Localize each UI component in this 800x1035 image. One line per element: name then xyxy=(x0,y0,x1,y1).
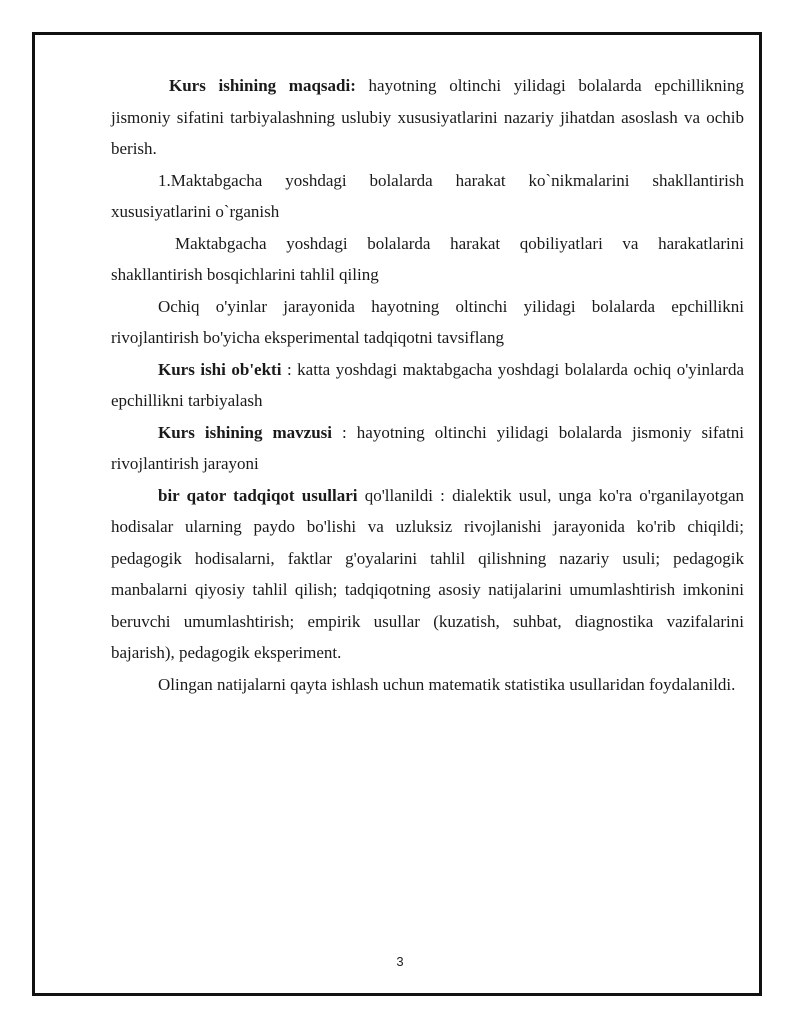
document-body xyxy=(111,70,744,700)
paragraph-results xyxy=(111,669,744,701)
paragraph-methods xyxy=(111,480,744,669)
task-1-text: 1.Maktabgacha yoshdagi bolalarda harakat ko`nikmalarini shakllantirish xususiyatlarini o`rganish xyxy=(111,170,744,221)
object-heading: Kurs ishi ob'ekti xyxy=(158,359,282,379)
subject-text: : hayotning oltinchi yilidagi bolalarda jismoniy sifatni rivojlantirish jarayoni xyxy=(111,422,744,473)
paragraph-object xyxy=(111,354,744,417)
goal-text: hayotning oltinchi yilidagi bolalarda epchillikning jismoniy sifatini tarbiyalashning uslubiy xususiyatlarini nazariy jihatdan asoslash va ochib berish. xyxy=(111,76,745,158)
paragraph-goal xyxy=(111,70,744,165)
task-3-text: Ochiq o'yinlar jarayonida hayotning oltinchi yilidagi bolalarda epchillikni rivojlantirish bo'yicha eksperimental tadqiqotni tavsiflang xyxy=(111,296,744,347)
subject-heading: Kurs ishining mavzusi xyxy=(158,422,333,442)
paragraph-task-2 xyxy=(111,228,744,291)
goal-heading: Kurs ishining maqsadi: xyxy=(169,76,356,95)
paragraph-subject xyxy=(111,417,744,480)
task-2-text: Maktabgacha yoshdagi bolalarda harakat qobiliyatlari va harakatlarini shakllantirish bosqichlarini tahlil qiling xyxy=(111,233,744,284)
paragraph-task-3 xyxy=(111,291,744,354)
page-number: 3 xyxy=(396,954,404,969)
paragraph-task-1 xyxy=(111,165,744,228)
methods-heading: bir qator tadqiqot usullari xyxy=(158,485,358,505)
object-text: : katta yoshdagi maktabgacha yoshdagi bolalarda ochiq o'yinlarda epchillikni tarbiyalash xyxy=(111,359,744,410)
methods-text: qo'llanildi : dialektik usul, unga ko'ra o'rganilayotgan hodisalar ularning paydo bo'lishi va uzluksiz rivojlanishi jarayonida ko'rib chiqildi; pedagogik hodisalarni, faktlar g'oyalarini tahlil qilishning nazariy usuli; pedagogik manbalarni qiyosiy tahlil qilish; tadqiqotning asosiy natijalarini umumlashtirish imkonini beruvchi umumlashtirish; empirik usullar (kuzatish, suhbat, diagnostika vazifalarini bajarish), pedagogik eksperiment. xyxy=(111,485,744,662)
results-text: Olingan natijalarni qayta ishlash uchun matematik statistika usullaridan foydalanildi. xyxy=(158,674,736,694)
